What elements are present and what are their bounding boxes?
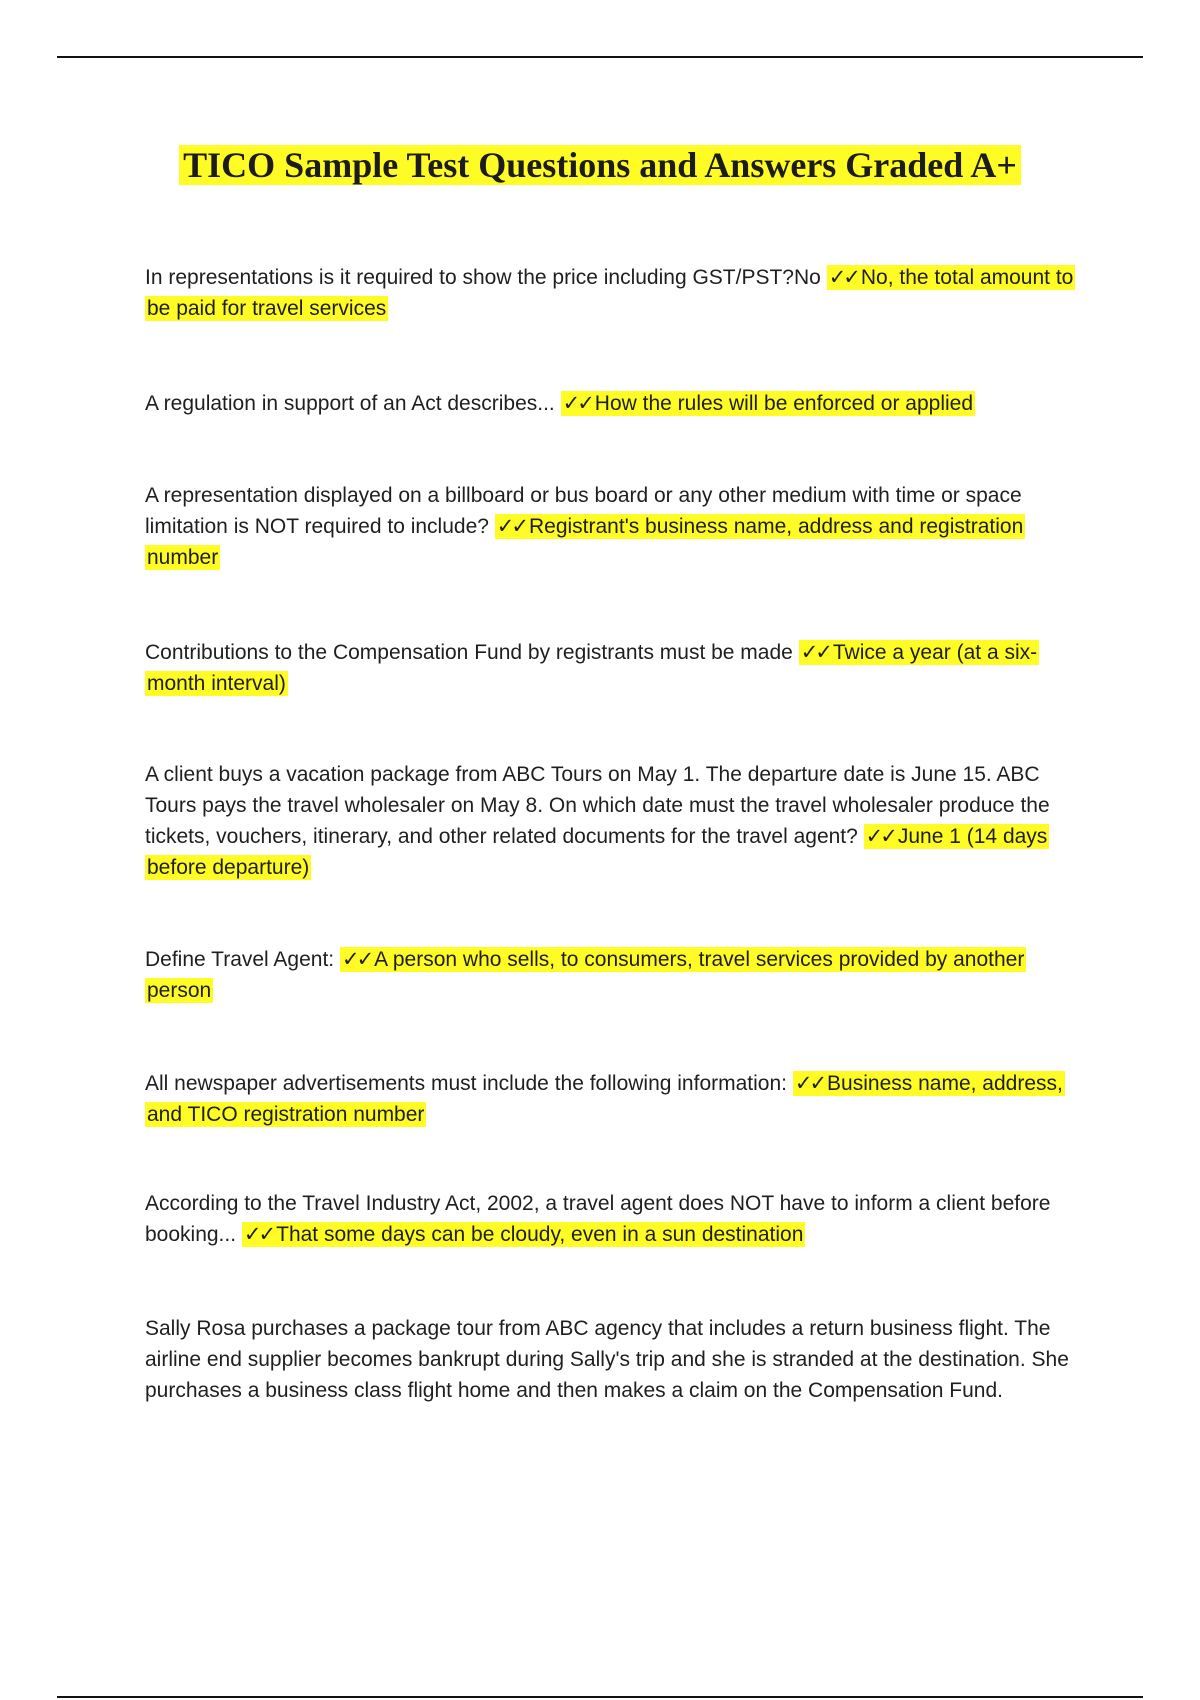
question-text: Define Travel Agent: bbox=[145, 948, 335, 971]
answer-text: No, the total amount to be paid for travel services bbox=[147, 266, 1074, 320]
qa-item-8 bbox=[145, 1188, 1085, 1250]
double-check-icon: ✓✓ bbox=[794, 1071, 825, 1095]
double-check-icon: ✓✓ bbox=[828, 265, 858, 289]
qa-item-9 bbox=[145, 1313, 1085, 1406]
answer-text: Business name, address, and TICO registration number bbox=[147, 1072, 1063, 1126]
title-block bbox=[0, 142, 1200, 188]
answer-highlight bbox=[561, 391, 975, 416]
double-check-icon: ✓✓ bbox=[243, 1222, 274, 1246]
question-text: All newspaper advertisements must include the following information: bbox=[145, 1072, 787, 1095]
qa-item-6 bbox=[145, 944, 1085, 1006]
double-check-icon: ✓✓ bbox=[341, 947, 372, 971]
double-check-icon: ✓✓ bbox=[562, 391, 592, 415]
question-text: In representations is it required to show the price including GST/PST?No bbox=[145, 266, 821, 289]
qa-item-3 bbox=[145, 480, 1085, 573]
answer-text: How the rules will be enforced or applied bbox=[594, 392, 974, 415]
qa-item-4 bbox=[145, 637, 1085, 699]
double-check-icon: ✓✓ bbox=[865, 824, 895, 848]
qa-item-7 bbox=[145, 1068, 1085, 1130]
answer-text: A person who sells, to consumers, travel services provided by another person bbox=[147, 948, 1025, 1002]
question-text: According to the Travel Industry Act, 2002, a travel agent does NOT have to inform a client before booking... bbox=[145, 1192, 1051, 1246]
qa-item-2 bbox=[145, 388, 1085, 419]
top-rule bbox=[57, 56, 1143, 58]
double-check-icon: ✓✓ bbox=[800, 640, 830, 664]
question-text: Contributions to the Compensation Fund by registrants must be made bbox=[145, 641, 793, 664]
question-text: A client buys a vacation package from ABC Tours on May 1. The departure date is June 15. ABC Tours pays the travel wholesaler on May 8. On which date must the travel wholesaler produce the tickets, vouchers, itinerary, and other related documents for the travel agent? bbox=[145, 763, 1050, 848]
answer-text: Registrant's business name, address and registration number bbox=[147, 515, 1024, 569]
bottom-rule bbox=[57, 1696, 1143, 1698]
question-text: Sally Rosa purchases a package tour from ABC agency that includes a return business flight. The airline end supplier becomes bankrupt during Sally's trip and she is stranded at the destination. She purchases a business class flight home and then makes a claim on the Compensation Fund. bbox=[145, 1317, 1069, 1402]
document-title: TICO Sample Test Questions and Answers Graded A+ bbox=[179, 145, 1021, 185]
answer-highlight bbox=[242, 1222, 805, 1247]
double-check-icon: ✓✓ bbox=[496, 514, 526, 538]
question-text: A representation displayed on a billboard or bus board or any other medium with time or space limitation is NOT required to include? bbox=[145, 484, 1022, 538]
answer-text: That some days can be cloudy, even in a sun destination bbox=[276, 1223, 804, 1246]
question-text: A regulation in support of an Act describes... bbox=[145, 392, 555, 415]
qa-item-5 bbox=[145, 759, 1085, 883]
answer-text: Twice a year (at a six-month interval) bbox=[147, 641, 1038, 695]
qa-item-1 bbox=[145, 262, 1085, 324]
answer-text: June 1 (14 days before departure) bbox=[147, 825, 1048, 879]
